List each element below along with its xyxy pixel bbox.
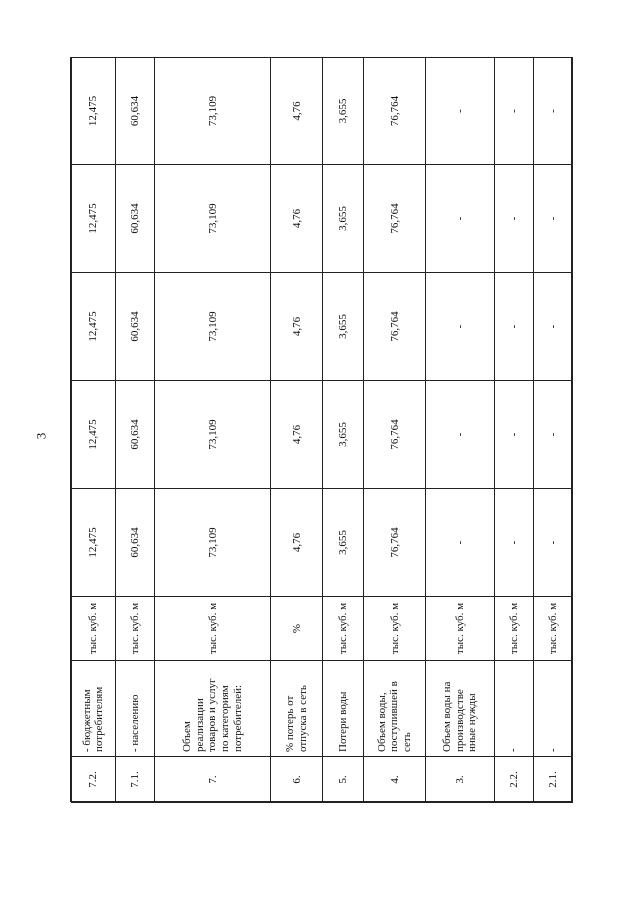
row-name-cell: Объем реализации товаров и услуг по категориям потребителей: [155,661,271,757]
row-unit-cell: тыс. куб. м [115,597,154,661]
row-name-cell: - населению [115,661,154,757]
row-value-cell: 12,475 [72,381,116,489]
table-row [323,58,364,803]
row-value-cell: 4,76 [271,273,323,381]
row-unit-cell: тыс. куб. м [494,597,533,661]
row-value-cell: - [426,381,494,489]
table-row [364,58,426,803]
row-value-cell: - [533,381,572,489]
row-value-cell: 4,76 [271,489,323,597]
row-number-cell: 4. [364,757,426,803]
row-number-cell: 5. [323,757,364,803]
row-value-cell: 76,764 [364,165,426,273]
row-value-cell: 73,109 [155,489,271,597]
row-value-cell: - [426,58,494,165]
data-table [71,57,573,803]
table-row [155,58,271,803]
table-row [72,58,116,803]
row-value-cell: - [533,165,572,273]
row-value-cell: - [426,273,494,381]
row-value-cell: - [494,381,533,489]
row-value-cell: 3,655 [323,381,364,489]
row-value-cell: - [426,165,494,273]
row-unit-cell: % [271,597,323,661]
row-value-cell: - [533,58,572,165]
rotated-table-container [71,58,573,803]
row-value-cell: 60,634 [115,58,154,165]
row-value-cell: - [494,165,533,273]
row-value-cell: - [533,273,572,381]
row-value-cell: 4,76 [271,58,323,165]
row-value-cell: 12,475 [72,58,116,165]
data-table-frame [70,57,572,802]
row-name-cell: - [494,661,533,757]
row-value-cell: 3,655 [323,58,364,165]
row-value-cell: 4,76 [271,381,323,489]
row-unit-cell: тыс. куб. м [72,597,116,661]
row-value-cell: - [494,273,533,381]
row-value-cell: 4,76 [271,165,323,273]
row-number-cell: 6. [271,757,323,803]
row-value-cell: 12,475 [72,489,116,597]
row-name-cell: - бюджетным потребителям [72,661,116,757]
row-number-cell: 7.2. [72,757,116,803]
row-value-cell: 3,655 [323,489,364,597]
row-value-cell: 3,655 [323,165,364,273]
row-value-cell: 60,634 [115,381,154,489]
row-name-cell: - [533,661,572,757]
row-value-cell: 73,109 [155,273,271,381]
row-unit-cell: тыс. куб. м [364,597,426,661]
page-number: 3 [33,432,49,440]
row-value-cell: 76,764 [364,273,426,381]
row-value-cell: 76,764 [364,58,426,165]
row-value-cell: - [533,489,572,597]
row-value-cell: 3,655 [323,273,364,381]
row-value-cell: 60,634 [115,165,154,273]
row-value-cell: - [494,489,533,597]
row-name-cell: Потери воды [323,661,364,757]
row-unit-cell: тыс. куб. м [533,597,572,661]
row-number-cell: 7. [155,757,271,803]
row-value-cell: - [494,58,533,165]
row-name-cell: % потерь от отпуска в сеть [271,661,323,757]
table-row [533,58,572,803]
row-value-cell: 12,475 [72,165,116,273]
row-name-cell: Объем воды на производстве нные нужды [426,661,494,757]
row-number-cell: 7.1. [115,757,154,803]
row-value-cell: 73,109 [155,381,271,489]
row-value-cell: 73,109 [155,165,271,273]
table-row [115,58,154,803]
row-value-cell: 60,634 [115,489,154,597]
row-number-cell: 3. [426,757,494,803]
row-unit-cell: тыс. куб. м [323,597,364,661]
row-value-cell: 12,475 [72,273,116,381]
table-row [426,58,494,803]
table-row [494,58,533,803]
row-unit-cell: тыс. куб. м [426,597,494,661]
row-number-cell: 2.1. [533,757,572,803]
row-value-cell: 76,764 [364,381,426,489]
row-number-cell: 2.2. [494,757,533,803]
row-name-cell: Объем воды, поступившей в сеть [364,661,426,757]
row-value-cell: 73,109 [155,58,271,165]
table-row [271,58,323,803]
row-value-cell: 76,764 [364,489,426,597]
row-value-cell: 60,634 [115,273,154,381]
row-unit-cell: тыс. куб. м [155,597,271,661]
row-value-cell: - [426,489,494,597]
